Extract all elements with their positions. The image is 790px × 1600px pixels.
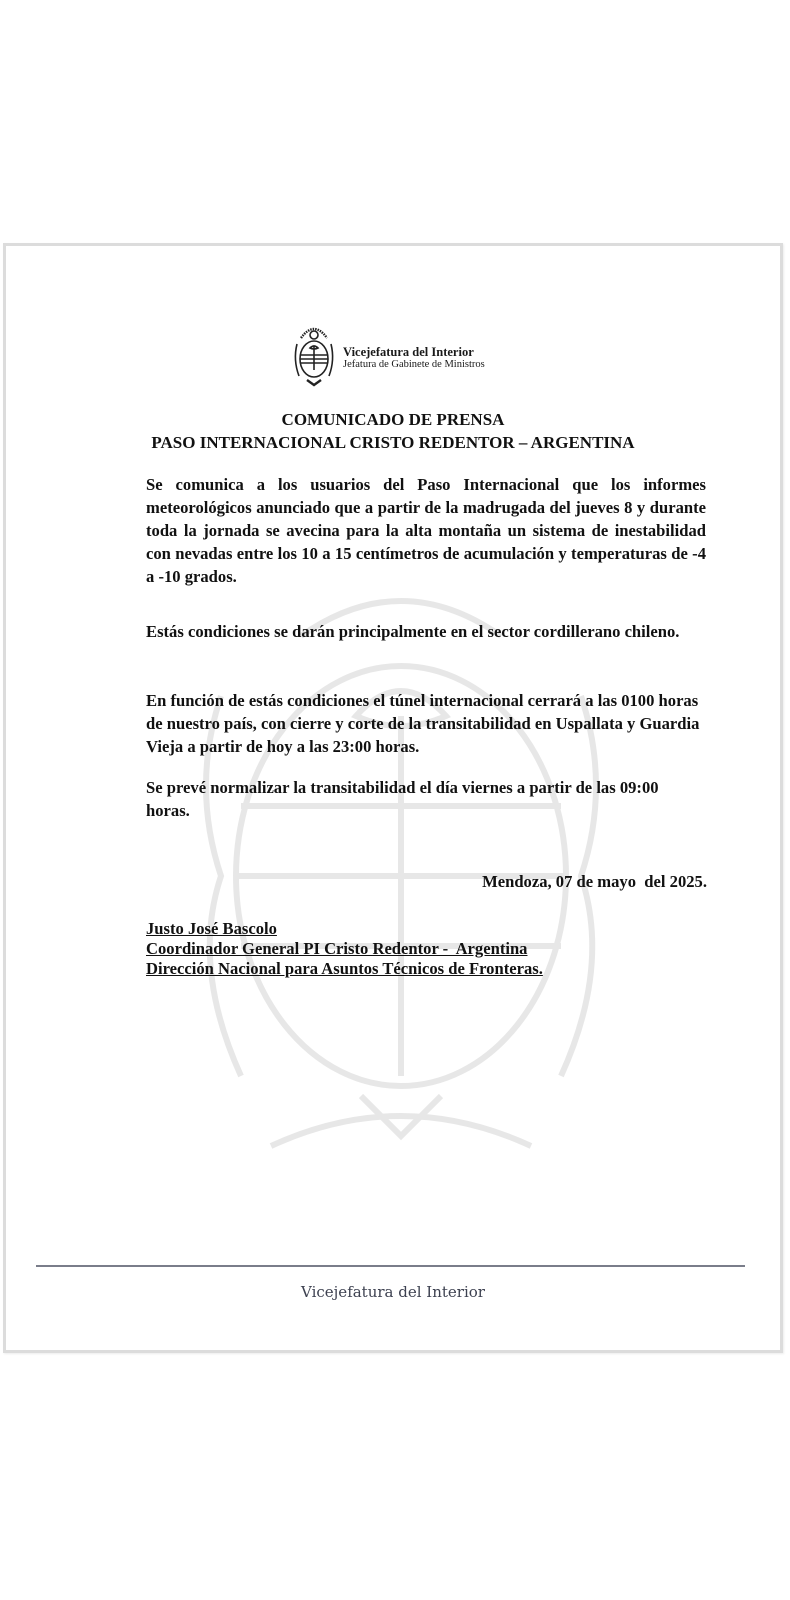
date-line: Mendoza, 07 de mayo del 2025. — [482, 872, 707, 891]
signatory-name: Justo José Bascolo — [146, 919, 277, 938]
signatory-office: Dirección Nacional para Asuntos Técnicos de Fronteras. — [146, 959, 543, 978]
paragraph-1: Se comunica a los usuarios del Paso Internacional que los informes meteorológicos anunciado que a partir de la madrugada del jueves 8 y durante toda la jornada se avecina para la alta montaña un sistema de inestabilidad con nevadas entre los 10 a 15 centímetros de acumulación y temperaturas de -4 a -10 grados. — [146, 475, 706, 586]
title-line-2: PASO INTERNACIONAL CRISTO REDENTOR – ARGENTINA — [151, 433, 635, 452]
paragraph-3: En función de estás condiciones el túnel internacional cerrará a las 0100 horas de nuestro país, con cierre y corte de la transitabilidad en Uspallata y Guardia Vieja a partir de hoy a las 23:00 horas. — [146, 691, 700, 756]
letterhead-title: Vicejefatura del Interior — [343, 345, 474, 359]
letterhead-subtitle: Jefatura de Gabinete de Ministros — [343, 359, 485, 370]
title-line-1: COMUNICADO DE PRENSA — [281, 410, 505, 429]
footer-text: Vicejefatura del Interior — [301, 1283, 485, 1301]
document-title — [6, 408, 780, 454]
document-page — [3, 243, 783, 1353]
signature-block — [146, 919, 543, 979]
paragraph-2: Estás condiciones se darán principalmente en el sector cordillerano chileno. — [146, 622, 680, 641]
signatory-role: Coordinador General PI Cristo Redentor - Argentina — [146, 939, 528, 958]
paragraph-4: Se prevé normalizar la transitabilidad el día viernes a partir de las 09:00 horas. — [146, 778, 659, 820]
argentina-coat-of-arms-icon — [291, 318, 337, 390]
letterhead — [291, 318, 485, 390]
footer-divider — [36, 1265, 745, 1267]
